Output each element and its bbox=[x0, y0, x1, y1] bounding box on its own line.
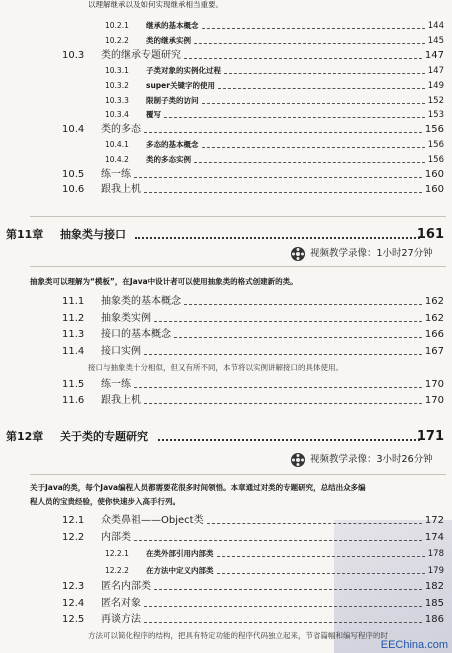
leader-dots bbox=[144, 132, 422, 133]
toc-title: 跟我上机 bbox=[101, 395, 141, 406]
top-text: 以理解继承以及如何实现继承相当重要。 bbox=[88, 0, 223, 9]
toc-page: 172 bbox=[424, 515, 444, 526]
toc-number: 12.4 bbox=[62, 597, 85, 609]
toc-entry[interactable] bbox=[0, 394, 452, 408]
chapter-title: 关于类的专题研究 bbox=[60, 430, 148, 443]
video-duration-text: 视频教学录像：3小时26分钟 bbox=[310, 454, 433, 465]
leader-dots bbox=[134, 177, 422, 178]
toc-entry[interactable] bbox=[0, 19, 452, 33]
video-info-ch11 bbox=[290, 246, 450, 262]
toc-page: 166 bbox=[424, 329, 444, 340]
toc-number: 10.3.1 bbox=[105, 65, 129, 75]
leader-dots bbox=[134, 540, 422, 541]
video-info-ch12 bbox=[290, 452, 450, 468]
toc-page: 174 bbox=[424, 531, 444, 543]
toc-title: 多态的基本概念 bbox=[146, 140, 199, 150]
toc-page: 152 bbox=[427, 95, 444, 106]
toc-entry[interactable] bbox=[0, 153, 452, 167]
toc-page: 149 bbox=[427, 80, 444, 91]
toc-title: 再谈方法 bbox=[101, 614, 141, 625]
toc-entry[interactable] bbox=[0, 345, 452, 359]
toc-number: 10.4.1 bbox=[105, 140, 129, 150]
toc-page: 144 bbox=[427, 21, 444, 31]
divider bbox=[30, 474, 446, 475]
toc-page: 147 bbox=[424, 49, 444, 61]
toc-title: 练一练 bbox=[101, 169, 131, 180]
toc-title: 在方法中定义内部类 bbox=[146, 565, 214, 575]
leader-dots bbox=[184, 304, 422, 305]
chapter-11-intro: 抽象类可以理解为“模板”，在Java中设计者可以使用抽象类的格式创建新的类。 bbox=[30, 277, 298, 286]
toc-number: 11.3 bbox=[62, 329, 85, 340]
toc-number: 12.2.1 bbox=[105, 549, 129, 558]
toc-entry[interactable] bbox=[0, 312, 452, 326]
leader-dots bbox=[202, 103, 425, 104]
film-reel-icon bbox=[290, 452, 306, 472]
toc-number: 10.6 bbox=[62, 183, 85, 195]
toc-number: 10.5 bbox=[62, 169, 85, 180]
leader-dots bbox=[194, 43, 425, 44]
toc-page: 170 bbox=[424, 395, 444, 406]
toc-entry[interactable] bbox=[0, 108, 452, 122]
toc-number: 10.2.1 bbox=[105, 21, 129, 30]
divider bbox=[30, 266, 446, 267]
toc-page: 179 bbox=[427, 565, 444, 576]
toc-entry[interactable] bbox=[0, 94, 452, 108]
leader-dots bbox=[154, 321, 422, 322]
toc-page: 153 bbox=[427, 110, 444, 121]
leader-dots bbox=[144, 192, 422, 193]
toc-title: 匿名对象 bbox=[101, 597, 141, 609]
toc-entry[interactable] bbox=[0, 531, 452, 545]
chapter-12-intro-line2: 程人员的宝贵经验，使你快速步入高手行列。 bbox=[30, 497, 180, 506]
toc-page: 145 bbox=[427, 35, 444, 46]
leader-dots bbox=[184, 58, 422, 59]
toc-page: 160 bbox=[424, 183, 444, 195]
leader-dots bbox=[144, 606, 422, 607]
section-12-5-note: 方法可以简化程序的结构，把具有特定功能的程序代码独立起来，节省篇幅和编写程序的时 bbox=[88, 631, 388, 640]
leader-dots bbox=[218, 88, 425, 89]
chapter-12-intro-line1: 关于Java的类，每个Java编程人员都需要花很多时间领悟。本章通过对类的专题研究，总结出众多编 bbox=[30, 483, 366, 492]
toc-title: 子类对象的实例化过程 bbox=[146, 65, 221, 75]
toc-title: 抽象类的基本概念 bbox=[101, 296, 181, 307]
toc-entry[interactable] bbox=[0, 64, 452, 78]
toc-number: 10.4.2 bbox=[105, 155, 129, 165]
toc-entry[interactable] bbox=[0, 295, 452, 309]
toc-page: 156 bbox=[427, 140, 444, 151]
leader-dots bbox=[224, 73, 425, 74]
toc-page: 162 bbox=[424, 296, 444, 307]
toc-number: 11.2 bbox=[62, 312, 85, 324]
leader-dots bbox=[164, 117, 425, 118]
leader-dots bbox=[134, 387, 422, 388]
toc-entry[interactable] bbox=[0, 514, 452, 528]
toc-page: 186 bbox=[424, 614, 444, 625]
toc-title: 匿名内部类 bbox=[101, 581, 151, 592]
toc-entry[interactable] bbox=[0, 564, 452, 578]
toc-number: 10.3 bbox=[62, 49, 85, 61]
toc-number: 11.4 bbox=[62, 345, 85, 357]
chapter-number: 第12章 bbox=[6, 430, 44, 443]
toc-entry[interactable] bbox=[0, 547, 452, 561]
leader-dots bbox=[174, 337, 422, 338]
toc-page: 182 bbox=[424, 581, 444, 592]
toc-entry[interactable] bbox=[0, 79, 452, 93]
toc-number: 10.3.4 bbox=[105, 110, 129, 120]
toc-entry[interactable] bbox=[0, 597, 452, 611]
toc-title: 类的继承实例 bbox=[146, 35, 191, 45]
toc-entry[interactable] bbox=[0, 168, 452, 182]
toc-number: 11.5 bbox=[62, 379, 85, 390]
chapter-number: 第11章 bbox=[6, 228, 44, 241]
toc-title: super关键字的使用 bbox=[146, 80, 215, 90]
toc-title: 限制子类的访问 bbox=[146, 95, 199, 105]
toc-page: 147 bbox=[427, 65, 444, 76]
toc-title: 众类鼻祖——Object类 bbox=[101, 515, 204, 526]
toc-title: 继承的基本概念 bbox=[146, 21, 199, 30]
toc-entry[interactable] bbox=[0, 138, 452, 152]
toc-title: 抽象类实例 bbox=[101, 312, 151, 324]
leader-dots bbox=[202, 28, 425, 29]
toc-number: 10.4 bbox=[62, 124, 85, 136]
toc-number: 12.1 bbox=[62, 515, 85, 526]
leader-dots bbox=[144, 622, 422, 623]
leader-dots bbox=[158, 439, 420, 441]
toc-entry[interactable] bbox=[0, 34, 452, 48]
toc-title: 跟我上机 bbox=[101, 183, 141, 195]
leader-dots bbox=[207, 523, 422, 524]
toc-number: 12.5 bbox=[62, 614, 85, 625]
toc-number: 11.1 bbox=[62, 296, 85, 307]
toc-title: 类的继承专题研究 bbox=[101, 49, 181, 61]
toc-entry[interactable] bbox=[0, 49, 452, 63]
toc-number: 12.3 bbox=[62, 581, 85, 592]
toc-page: 170 bbox=[424, 379, 444, 390]
toc-page: 167 bbox=[424, 345, 444, 357]
leader-dots bbox=[194, 162, 425, 163]
toc-number: 10.3.2 bbox=[105, 80, 129, 90]
section-11-4-note: 接口与抽象类十分相似，但又有所不同，本节将以实例讲解接口的具体使用。 bbox=[88, 363, 343, 372]
toc-page: 156 bbox=[424, 124, 444, 136]
chapter-12-heading bbox=[0, 428, 452, 446]
toc-page: 185 bbox=[424, 597, 444, 609]
leader-dots bbox=[217, 573, 425, 574]
chapter-page: 161 bbox=[416, 227, 444, 242]
toc-number: 12.2.2 bbox=[105, 565, 129, 575]
toc-title: 覆写 bbox=[146, 110, 161, 120]
chapter-11-heading bbox=[0, 226, 452, 244]
film-reel-icon bbox=[290, 246, 306, 266]
toc-title: 类的多态 bbox=[101, 124, 141, 136]
toc-entry[interactable] bbox=[0, 328, 452, 342]
toc-title: 内部类 bbox=[101, 531, 131, 543]
leader-dots bbox=[217, 556, 425, 557]
toc-page: 162 bbox=[424, 312, 444, 324]
leader-dots bbox=[154, 589, 422, 590]
toc-title: 类的多态实例 bbox=[146, 155, 191, 165]
leader-dots bbox=[135, 237, 420, 239]
toc-page: 160 bbox=[424, 169, 444, 180]
divider bbox=[30, 216, 446, 217]
video-duration-text: 视频教学录像：1小时27分钟 bbox=[310, 248, 433, 259]
toc-number: 11.6 bbox=[62, 395, 85, 406]
toc-title: 接口实例 bbox=[101, 345, 141, 357]
toc-number: 12.2 bbox=[62, 531, 85, 543]
toc-title: 接口的基本概念 bbox=[101, 329, 171, 340]
toc-entry[interactable] bbox=[0, 613, 452, 627]
chapter-page: 171 bbox=[416, 429, 444, 444]
leader-dots bbox=[144, 354, 422, 355]
eechina-watermark: EEChina.com bbox=[380, 639, 448, 651]
toc-title: 练一练 bbox=[101, 379, 131, 390]
toc-number: 10.2.2 bbox=[105, 35, 129, 45]
toc-page: 178 bbox=[427, 549, 444, 559]
toc-entry[interactable] bbox=[0, 123, 452, 137]
leader-dots bbox=[144, 403, 422, 404]
toc-number: 10.3.3 bbox=[105, 95, 129, 105]
toc-title: 在类外部引用内部类 bbox=[146, 549, 214, 558]
chapter-title: 抽象类与接口 bbox=[60, 228, 126, 241]
leader-dots bbox=[202, 147, 425, 148]
toc-entry[interactable] bbox=[0, 183, 452, 197]
toc-entry[interactable] bbox=[0, 378, 452, 392]
toc-page: 156 bbox=[427, 155, 444, 166]
toc-entry[interactable] bbox=[0, 580, 452, 594]
